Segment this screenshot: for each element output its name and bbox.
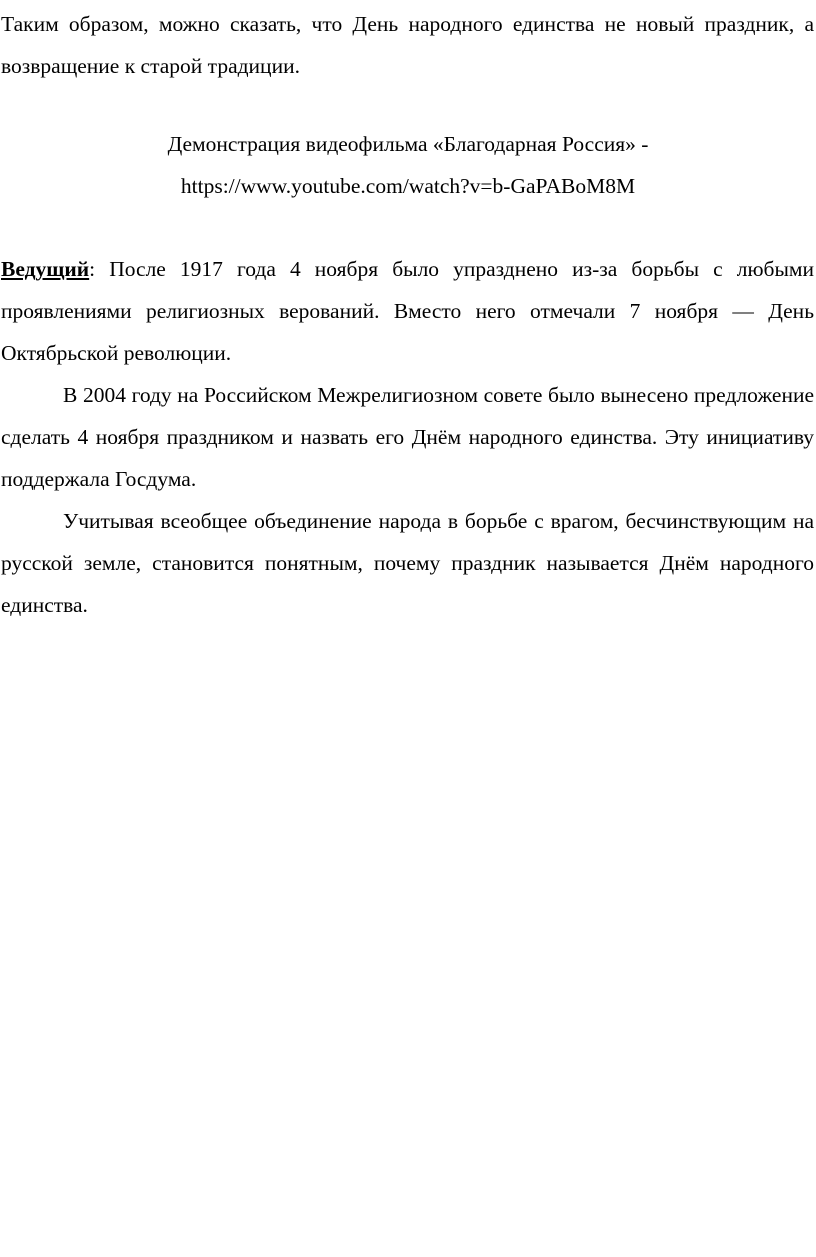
paragraph-unity: Учитывая всеобщее объединение народа в борьбе с врагом, бесчинствующим на русской земле, становится понятным, почему праздник называется Днём народного единства. [1,509,814,617]
intro-paragraph: Таким образом, можно сказать, что День народного единства не новый праздник, а возвращение к старой традиции. [1,12,814,78]
video-title: Демонстрация видеофильма «Благодарная Россия» - [167,132,649,156]
video-link: https://www.youtube.com/watch?v=b-GaPABoM8M [180,174,636,198]
speaker-text: После 1917 года 4 ноября было упразднено из-за борьбы с любыми проявлениями религиозных верований. Вместо него отмечали 7 ноября — День Октябрьской революции. [1,257,814,365]
speaker-colon: : [89,257,96,281]
speaker-label: Ведущий [1,257,90,281]
paragraph-2004: В 2004 году на Российском Межрелигиозном совете было вынесено предложение сделать 4 ноября праздником и назвать его Днём народного единства. Эту инициативу поддержала Госдума. [1,383,814,491]
speaker-paragraph [1,248,814,374]
